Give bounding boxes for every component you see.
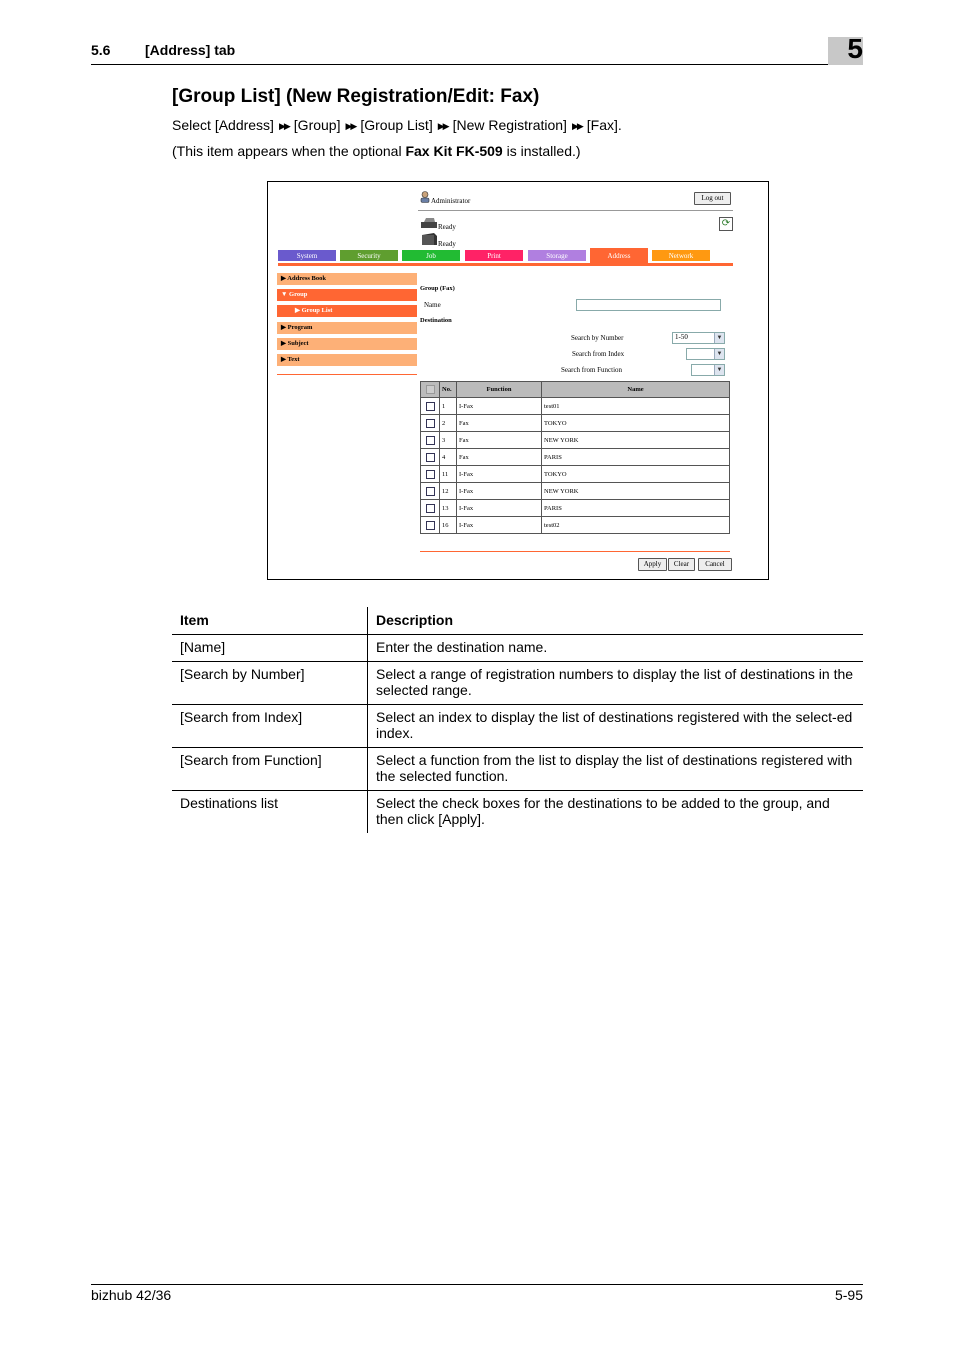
status-text: Ready [438,223,456,231]
web-connection-screenshot [267,181,769,580]
nav-step: [New Registration] [452,117,567,133]
page-number: 5-95 [834,1287,863,1303]
table-row: Destinations list Select the check boxes for the destinations to be added to the group, and then click [Apply]. [172,791,863,834]
navigation-path: Select [Address] ▶▶ [Group] ▶▶ [Group List] ▶▶ [New Registration] ▶▶ [Fax]. [172,117,622,133]
tab-print[interactable]: Print [465,250,523,261]
destination-table [420,381,730,534]
search-from-function-label: Search from Function [561,366,623,374]
search-by-number-select[interactable]: 1-50 ▼ [672,332,725,344]
search-from-index-select[interactable] [686,348,725,360]
row-checkbox[interactable] [426,487,435,496]
cancel-button[interactable]: Cancel [698,558,732,571]
search-from-index-label: Search from Index [572,350,625,358]
row-checkbox[interactable] [426,521,435,530]
tab-security[interactable]: Security [340,250,398,261]
user-name: Administrator [431,197,471,205]
row-checkbox[interactable] [426,504,435,513]
double-arrow-icon: ▶▶ [571,121,582,131]
double-arrow-icon: ▶▶ [345,121,356,131]
select-all-checkbox[interactable] [426,385,435,394]
table-header-row [172,607,863,635]
group-heading: Group (Fax) [420,285,455,292]
chevron-down-icon: ▼ [714,349,724,359]
tab-job[interactable]: Job [402,250,460,261]
table-row: [Name] Enter the destination name. [172,635,863,662]
select-all-header[interactable] [421,382,440,398]
table-row: 3 Fax NEW YORK [421,432,730,449]
section-number: 5.6 [91,42,111,58]
footer-rule [91,1284,863,1285]
page-title: [Group List] (New Registration/Edit: Fax) [172,86,540,107]
row-checkbox[interactable] [426,470,435,479]
nav-step: [Group] [293,117,341,133]
tab-address[interactable]: Address [590,248,648,263]
double-arrow-icon: ▶▶ [278,121,289,131]
section-header [91,42,235,58]
nav-step: [Fax]. [586,117,622,133]
tab-network[interactable]: Network [652,250,710,261]
table-row: [Search by Number] Select a range of registration numbers to display the list of destinations in the selected range. [172,662,863,705]
tab-storage[interactable]: Storage [528,250,586,261]
row-checkbox[interactable] [426,436,435,445]
product-name: bizhub 42/36 [91,1287,172,1303]
table-row: 13 I-Fax PARIS [421,500,730,517]
install-note: (This item appears when the optional Fax Kit FK-509 is installed.) [172,143,581,159]
column-header: Description [368,607,864,635]
apply-button[interactable]: Apply [638,558,667,571]
table-row: [Search from Function] Select a function from the list to display the list of destinations registered with the selected function. [172,748,863,791]
column-header: Item [172,607,368,635]
chapter-number: 5 [847,33,863,64]
description-table [172,607,863,833]
table-row: [Search from Index] Select an index to display the list of destinations registered with the select-ed index. [172,705,863,748]
search-by-number-label: Search by Number [571,334,624,342]
menu-text[interactable]: ▶ Text [277,354,417,366]
printer-icon [420,217,438,231]
header-rule [91,64,863,65]
refresh-icon[interactable]: ⟳ [719,217,733,231]
name-input[interactable] [576,299,721,311]
nav-step: [Group List] [360,117,433,133]
menu-group[interactable]: ▼ Group [277,289,417,301]
status-text: Ready [438,240,456,248]
row-checkbox[interactable] [426,419,435,428]
column-header: Function [457,382,542,398]
admin-icon [420,191,431,205]
tab-system[interactable]: System [278,250,336,261]
chevron-down-icon: ▼ [714,333,724,343]
menu-group-list[interactable]: ▶ Group List [277,305,417,317]
logout-button[interactable]: Log out [694,192,731,205]
tab-underline [278,263,733,266]
table-row: 12 I-Fax NEW YORK [421,483,730,500]
clear-button[interactable]: Clear [668,558,695,571]
table-row: 11 I-Fax TOKYO [421,466,730,483]
table-row: 1 I-Fax test01 [421,398,730,415]
menu-divider [277,374,417,375]
menu-subject[interactable]: ▶ Subject [277,338,417,350]
menu-program[interactable]: ▶ Program [277,322,417,334]
divider [418,210,733,211]
menu-address-book[interactable]: ▶ Address Book [277,273,417,285]
table-row: 4 Fax PARIS [421,449,730,466]
table-row: 16 I-Fax test02 [421,517,730,534]
chevron-down-icon: ▼ [714,365,724,375]
scanner-icon [420,232,438,248]
name-label: Name [424,301,441,309]
section-title: [Address] tab [145,42,236,58]
nav-step: [Address] [214,117,274,133]
column-header: Name [542,382,730,398]
search-from-function-select[interactable] [691,364,725,376]
double-arrow-icon: ▶▶ [437,121,448,131]
row-checkbox[interactable] [426,453,435,462]
destination-heading: Destination [420,317,452,324]
row-checkbox[interactable] [426,402,435,411]
table-row: 2 Fax TOKYO [421,415,730,432]
column-header: No. [440,382,457,398]
bottom-divider [420,551,730,552]
